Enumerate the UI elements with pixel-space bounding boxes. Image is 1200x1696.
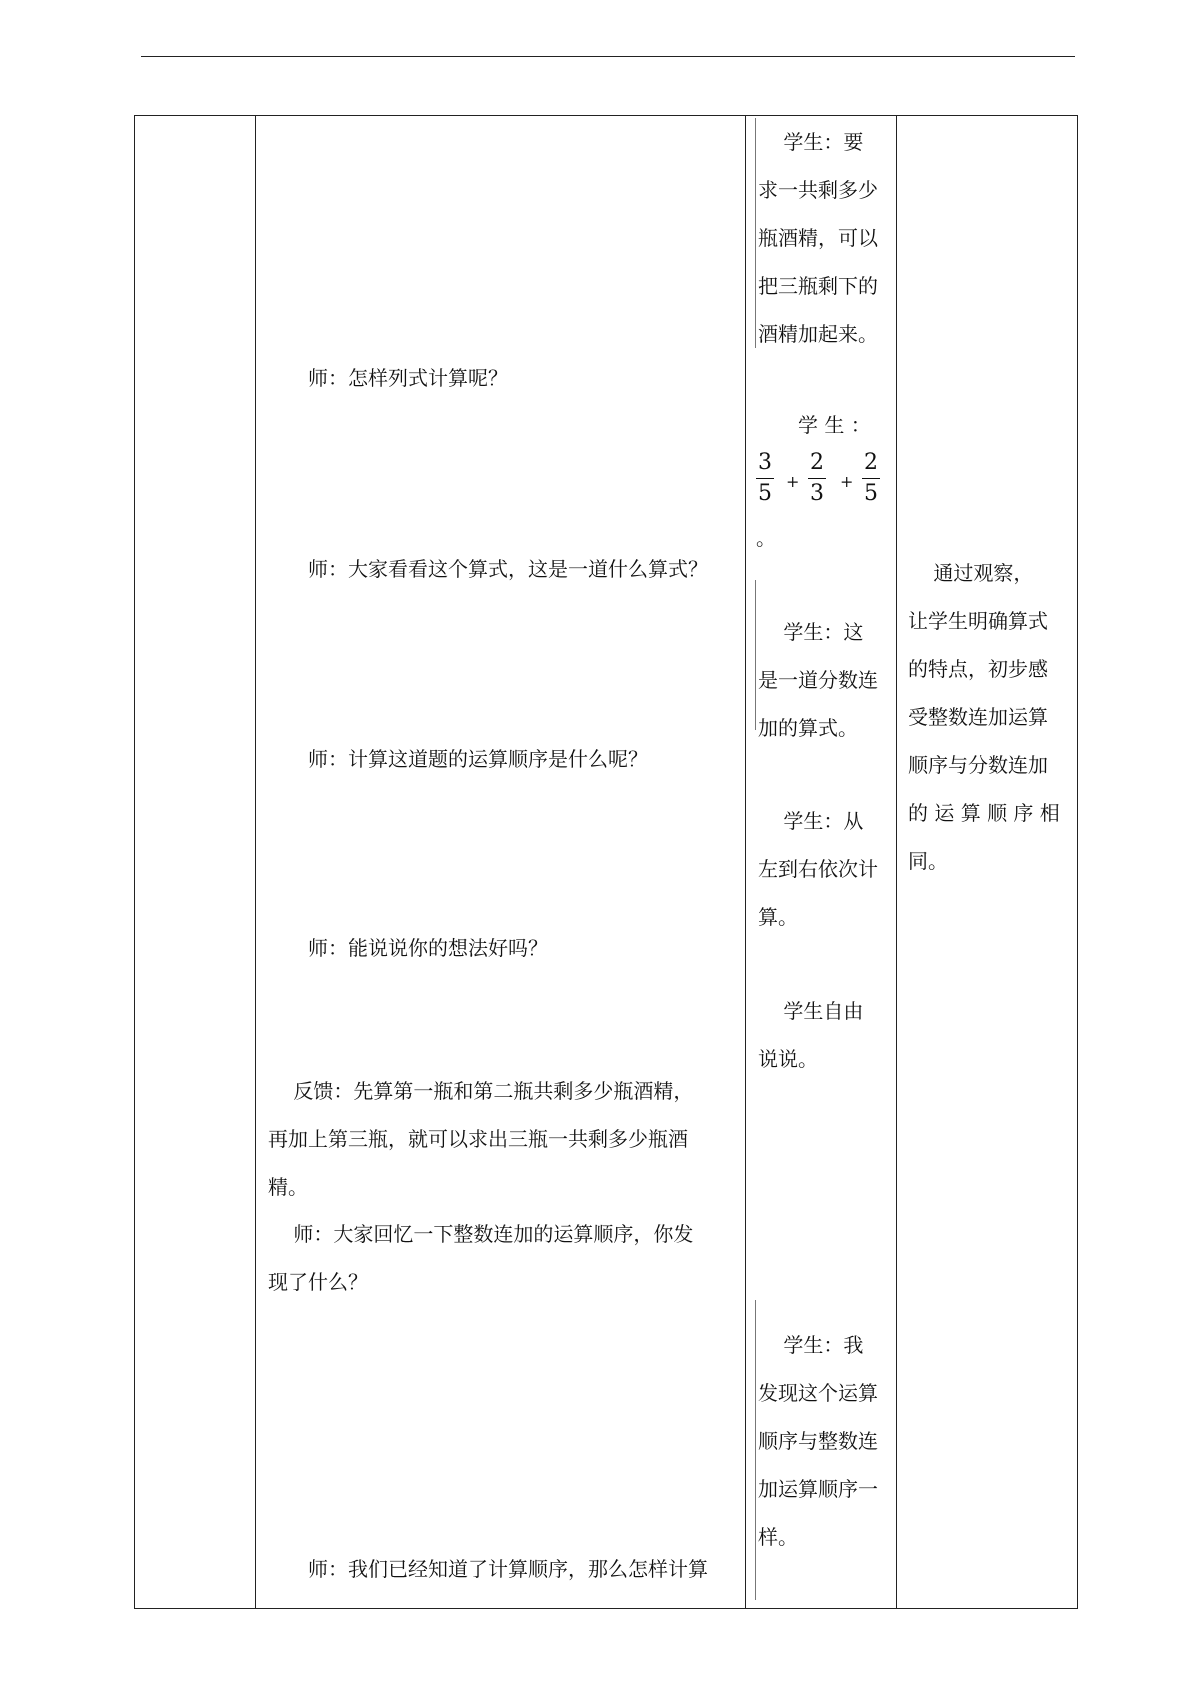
fraction-denominator: 3 — [810, 481, 824, 506]
column-divider-3 — [896, 115, 897, 1609]
teacher-question: 师：大家回忆一下整数连加的运算顺序，你发 现了什么？ — [268, 1222, 694, 1294]
plus-sign: + — [840, 472, 854, 491]
student-answer: 学生：我 发现这个运算 顺序与整数连 加运算顺序一 样。 — [758, 1333, 878, 1549]
teacher-question: 师：能说说你的想法好吗？ — [308, 936, 548, 960]
teacher-question: 师：大家看看这个算式，这是一道什么算式？ — [308, 557, 708, 581]
teacher-question: 师：我们已经知道了计算顺序，那么怎样计算 — [308, 1557, 708, 1581]
fraction-denominator: 5 — [758, 481, 772, 506]
teacher-question: 师：怎样列式计算呢？ — [308, 366, 508, 390]
student-cell-inner-line — [755, 580, 756, 730]
fraction-numerator: 3 — [758, 450, 772, 475]
student-answer: 学生：要 求一共剩多少 瓶酒精，可以 把三瓶剩下的 酒精加起来。 — [758, 130, 878, 346]
student-answer: 学生自由 说说。 — [758, 999, 864, 1071]
design-intent: 通过观察， 让学生明确算式 的特点，初步感 受整数连加运算 顺序与分数连加 的 运 算 顺 序 相 同。 — [908, 561, 1060, 873]
student-cell-inner-line — [755, 118, 756, 348]
expression-end-punctuation: 。 — [756, 526, 776, 550]
student-answer: 学生：从 左到右依次计 算。 — [758, 809, 878, 929]
student-answer: 学生：这 是一道分数连 加的算式。 — [758, 620, 878, 740]
column-divider-1 — [255, 115, 256, 1609]
column-divider-2 — [745, 115, 746, 1609]
fraction — [754, 448, 776, 509]
feedback-paragraph: 反馈：先算第一瓶和第二瓶共剩多少瓶酒精， 再加上第三瓶，就可以求出三瓶一共剩多少瓶酒 精。 — [268, 1079, 694, 1199]
fraction-numerator: 2 — [810, 450, 824, 475]
fraction — [806, 448, 828, 509]
teacher-question: 师：计算这道题的运算顺序是什么呢？ — [308, 747, 648, 771]
plus-sign: + — [786, 472, 800, 491]
header-rule — [141, 56, 1075, 57]
fraction-denominator: 5 — [864, 481, 878, 506]
fraction — [860, 448, 882, 509]
fraction-numerator: 2 — [864, 450, 878, 475]
student-answer-label: 学 生 ： — [798, 413, 871, 437]
